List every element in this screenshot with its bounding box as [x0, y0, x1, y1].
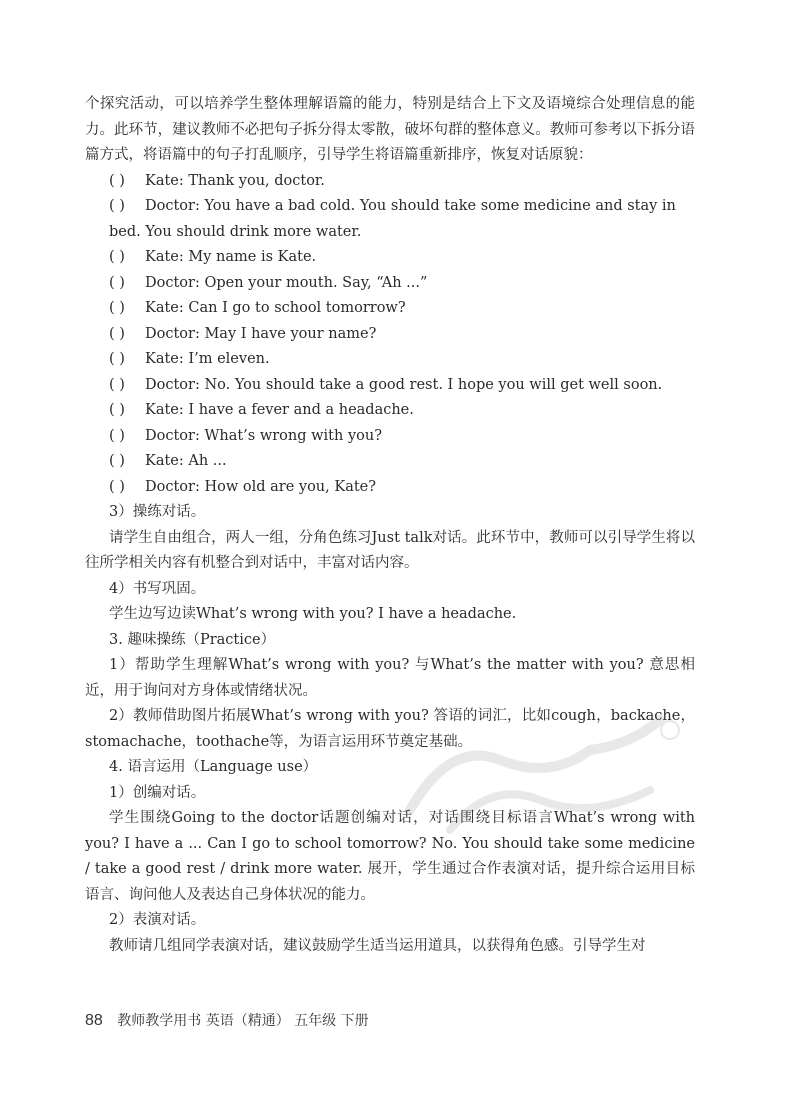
dialogue-item: ( ) Doctor: What’s wrong with you?	[109, 427, 382, 444]
section-heading-practice-dialogue: 3）操练对话。	[109, 504, 206, 520]
book-title: 教师教学用书 英语（精通） 五年级 下册	[117, 1013, 369, 1029]
perform-dialogue-body: 教师请几组同学表演对话，建议鼓励学生适当运用道具，以获得角色感。引导学生对	[109, 937, 646, 954]
subheading-create-dialogue: 1）创编对话。	[109, 784, 206, 801]
dialogue-item: ( ) Doctor: No. You should take a good rest. I hope you will get well soon.	[109, 376, 663, 393]
practice-item-1: 1）帮助学生理解What’s wrong with you? 与What’s the matter with you? 意思相近，用于询问对方身体或情绪状况。	[85, 657, 695, 699]
intro-paragraph: 个探究活动，可以培养学生整体理解语篇的能力，特别是结合上下文及语境综合处理信息的能力。此环节，建议教师不必把句子拆分得太零散，破坏句群的整体意义。教师可参考以下拆分语篇方式，将语篇中的句子打乱顺序，引导学生将语篇重新排序，恢复对话原貌：	[85, 96, 695, 163]
dialogue-item: ( ) Kate: My name is Kate.	[109, 249, 317, 265]
practice-dialogue-body: 请学生自由组合，两人一组，分角色练习Just talk对话。此环节中，教师可以引导学生将以往所学相关内容有机整合到对话中，丰富对话内容。	[85, 529, 695, 571]
dialogue-item: ( ) Kate: Can I go to school tomorrow?	[109, 300, 406, 316]
dialogue-item: ( ) Doctor: May I have your name?	[109, 325, 377, 342]
page-footer	[85, 1010, 369, 1030]
dialogue-item: ( ) Kate: Thank you, doctor.	[109, 172, 325, 189]
page-content	[85, 92, 695, 959]
subheading-perform-dialogue: 2）表演对话。	[109, 912, 206, 928]
section-heading-writing: 4）书写巩固。	[109, 580, 206, 597]
writing-body: 学生边写边读What’s wrong with you? I have a headache.	[109, 606, 517, 622]
practice-item-2: 2）教师借助图片拓展What’s wrong with you? 答语的词汇，比如cough，backache，stomachache，toothache等，为语言运用环节奠定基础。	[85, 708, 695, 750]
dialogue-item: ( ) Doctor: Open your mouth. Say, “Ah ...”	[109, 274, 428, 291]
dialogue-item: ( ) Doctor: You have a bad cold. You should take some medicine and stay in bed. You should drink more water.	[109, 198, 676, 240]
dialogue-item: ( ) Doctor: How old are you, Kate?	[109, 478, 377, 495]
dialogue-item: ( ) Kate: I’m eleven.	[109, 351, 270, 367]
section-heading-language-use: 4. 语言运用（Language use）	[109, 759, 318, 775]
dialogue-item: ( ) Kate: I have a fever and a headache.	[109, 402, 414, 418]
dialogue-list	[85, 169, 695, 501]
section-heading-practice: 3. 趣味操练（Practice）	[109, 631, 276, 648]
page-number: 88	[85, 1012, 103, 1029]
create-dialogue-body: 学生围绕Going to the doctor话题创编对话，对话围绕目标语言What’s wrong with you? I have a ... Can I go to school tomorrow? No. You should take some medicine / take a good rest / drink more water. 展开，学生通过合作表演对话，提升综合运用目标语言、询问他人及表达自己身体状况的能力。	[85, 810, 695, 903]
dialogue-item: ( ) Kate: Ah ...	[109, 453, 227, 469]
